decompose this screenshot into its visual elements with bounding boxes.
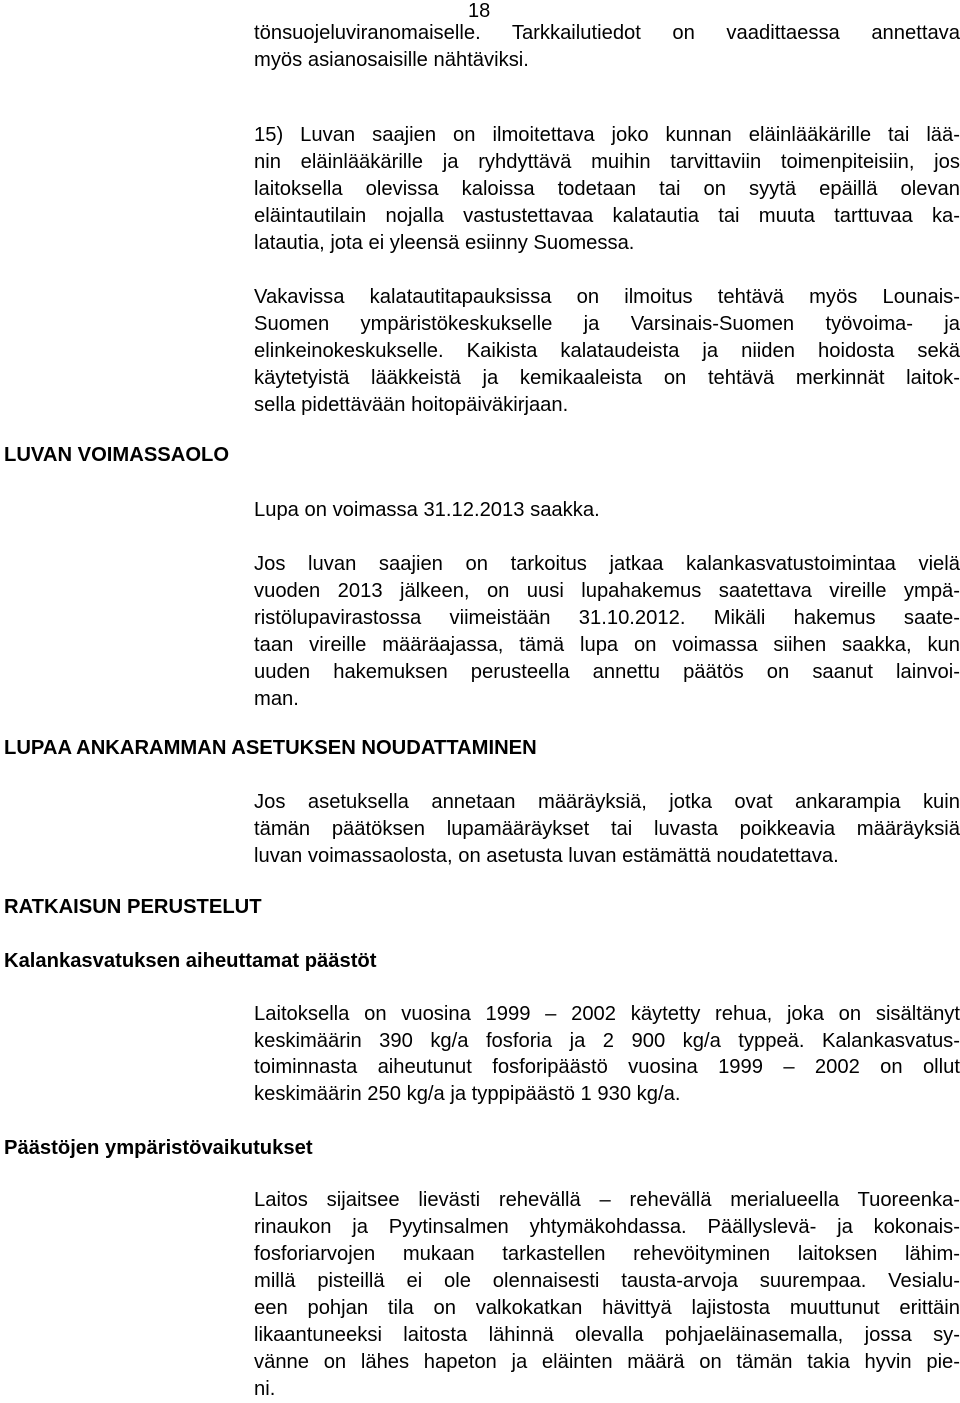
- paragraph-vakavissa: [254, 284, 960, 419]
- heading-kalankasvatuksen-paastot: Kalankasvatuksen aiheuttamat päästöt: [4, 950, 377, 972]
- text-line: millä pisteillä ei ole olennaisesti tausta-arvoja suurempaa. Vesialu-: [254, 1270, 960, 1292]
- paragraph-laitoksella: [254, 1001, 960, 1107]
- paragraph-jatkaa: [254, 551, 960, 713]
- paragraph-laitos: [254, 1187, 960, 1403]
- text-line: een pohjan tila on valkokatkan hävittyä lajistosta muuttunut erittäin: [254, 1297, 960, 1319]
- text-line: tämän päätöksen lupamääräykset tai luvasta poikkeavia määräyksiä: [254, 818, 960, 840]
- text-line: vuoden 2013 jälkeen, on uusi lupahakemus saatettava vireille ympä-: [254, 580, 960, 602]
- text-line: uuden hakemuksen perusteella annettu päätös on saanut lainvoi-: [254, 661, 960, 683]
- paragraph-15: [254, 122, 960, 257]
- text-line: vänne on lähes hapeton ja eläinten määrä on tämän takia hyvin pie-: [254, 1351, 960, 1373]
- text-line: Vakavissa kalatautitapauksissa on ilmoitus tehtävä myös Lounais-: [254, 286, 960, 308]
- text-line: luvan voimassaolosta, on asetusta luvan estämättä noudatettava.: [254, 845, 839, 867]
- text-line: elinkeinokeskukselle. Kaikista kalataudeista ja niiden hoidosta sekä: [254, 340, 960, 362]
- text-line: Jos asetuksella annetaan määräyksiä, jotka ovat ankarampia kuin: [254, 791, 960, 813]
- paragraph-asetus: [254, 789, 960, 870]
- text-line: ristölupavirastossa viimeistään 31.10.2012. Mikäli hakemus saate-: [254, 607, 960, 629]
- text-line: ni.: [254, 1378, 276, 1400]
- paragraph-lupa: [254, 497, 960, 524]
- text-line: eläintautilain nojalla vastustettavaa kalatautia tai muuta tarttuvaa ka-: [254, 205, 960, 227]
- text-line: käytetyistä lääkkeistä ja kemikaaleista on tehtävä merkinnät laitok-: [254, 367, 960, 389]
- paragraph-intro: [254, 20, 960, 74]
- text-line: Laitoksella on vuosina 1999 – 2002 käytetty rehua, joka on sisältänyt: [254, 1003, 960, 1025]
- heading-paastojen-vaikutukset: Päästöjen ympäristövaikutukset: [4, 1137, 313, 1159]
- text-line: Laitos sijaitsee lievästi rehevällä – rehevällä merialueella Tuoreenka-: [254, 1189, 960, 1211]
- heading-ratkaisun-perustelut: RATKAISUN PERUSTELUT: [4, 896, 262, 918]
- heading-luvan-voimassaolo: LUVAN VOIMASSAOLO: [4, 444, 230, 466]
- text-line: taan vireille määräajassa, tämä lupa on voimassa siihen saakka, kun: [254, 634, 960, 656]
- text-line: tönsuojeluviranomaiselle. Tarkkailutiedot on vaadittaessa annettava: [254, 22, 960, 44]
- text-line: latautia, jota ei yleensä esiinny Suomessa.: [254, 232, 635, 254]
- text-line: toiminnasta aiheutunut fosforipäästö vuosina 1999 – 2002 on ollut: [254, 1056, 960, 1079]
- text-line: likaantuneeksi laitosta lähinnä olevalla pohjaeläinasemalla, jossa sy-: [254, 1324, 960, 1346]
- text-line: Suomen ympäristökeskukselle ja Varsinais-Suomen työvoima- ja: [254, 313, 960, 335]
- page-number: 18: [468, 0, 491, 22]
- text-line: man.: [254, 688, 299, 710]
- text-line: nin eläinlääkärille ja ryhdyttävä muihin tarvittaviin toimenpiteisiin, jos: [254, 151, 960, 173]
- text-line: rinaukon ja Pyytinsalmen yhtymäkohdassa. Päällyslevä- ja kokonais-: [254, 1216, 960, 1238]
- text-line: myös asianosaisille nähtäviksi.: [254, 49, 529, 71]
- text-line: keskimäärin 390 kg/a fosforia ja 2 900 kg/a typpeä. Kalankasvatus-: [254, 1029, 960, 1052]
- text-line: keskimäärin 250 kg/a ja typpipäästö 1 930 kg/a.: [254, 1082, 681, 1105]
- text-line: 15) Luvan saajien on ilmoitettava joko kunnan eläinlääkärille tai lää-: [254, 124, 960, 146]
- text-line: fosforiarvojen mukaan tarkastellen rehevöityminen laitoksen lähim-: [254, 1243, 960, 1265]
- text-line: Jos luvan saajien on tarkoitus jatkaa kalankasvatustoimintaa vielä: [254, 553, 960, 575]
- text-line: sella pidettävään hoitopäiväkirjaan.: [254, 394, 569, 416]
- text-line: Lupa on voimassa 31.12.2013 saakka.: [254, 499, 600, 521]
- text-line: laitoksella olevissa kaloissa todetaan tai on syytä epäillä olevan: [254, 178, 960, 200]
- heading-lupaa-ankaramman: LUPAA ANKARAMMAN ASETUKSEN NOUDATTAMINEN: [4, 737, 537, 759]
